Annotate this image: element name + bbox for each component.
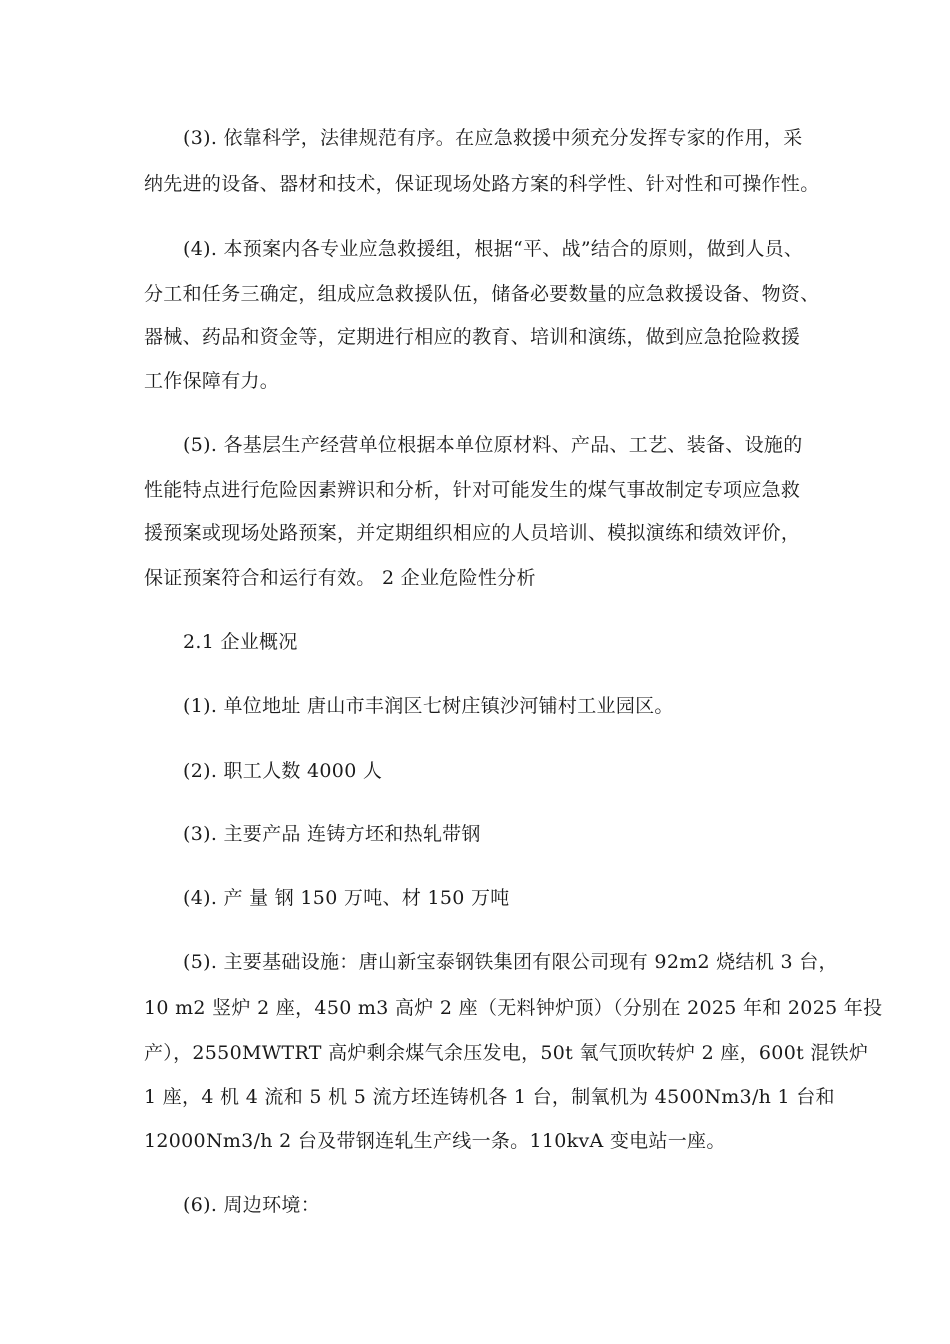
paragraph-5-line-2: 性能特点进行危险因素辨识和分析，针对可能发生的煤气事故制定专项应急救 [144, 479, 801, 501]
item-3-products: (3). 主要产品 连铸方坯和热轧带钢 [183, 823, 481, 845]
paragraph-4-line-1: (4). 本预案内各专业应急救援组，根据“平、战”结合的原则，做到人员、 [183, 238, 804, 260]
item-5-line-4: 1 座，4 机 4 流和 5 机 5 流方坯连铸机各 1 台，制氧机为 4500Nm3/h 1 台和 [144, 1086, 835, 1108]
item-6-surroundings: (6). 周边环境： [183, 1194, 320, 1216]
paragraph-4-line-4: 工作保障有力。 [144, 370, 280, 392]
section-heading-2-1: 2.1 企业概况 [183, 631, 298, 653]
item-5-line-1: (5). 主要基础设施：唐山新宝泰钢铁集团有限公司现有 92m2 烧结机 3 台， [183, 951, 838, 973]
paragraph-5-line-4: 保证预案符合和运行有效。 2 企业危险性分析 [144, 567, 536, 589]
paragraph-5-line-1: (5). 各基层生产经营单位根据本单位原材料、产品、工艺、装备、设施的 [183, 434, 803, 456]
item-2-employees: (2). 职工人数 4000 人 [183, 760, 383, 782]
item-1-address: (1). 单位地址 唐山市丰润区七树庄镇沙河铺村工业园区。 [183, 695, 674, 717]
paragraph-3-line-1: (3). 依靠科学，法律规范有序。在应急救援中须充分发挥专家的作用，采 [183, 127, 803, 149]
item-5-line-5: 12000Nm3/h 2 台及带钢连轧生产线一条。110kvA 变电站一座。 [144, 1130, 726, 1152]
paragraph-4-line-2: 分工和任务三确定，组成应急救援队伍，储备必要数量的应急救援设备、物资、 [144, 283, 820, 305]
paragraph-4-line-3: 器械、药品和资金等，定期进行相应的教育、培训和演练，做到应急抢险救援 [144, 326, 801, 348]
item-5-line-3: 产），2550MWTRT 高炉剩余煤气余压发电，50t 氧气顶吹转炉 2 座，600t 混铁炉 [144, 1042, 869, 1064]
item-5-line-2: 10 m2 竖炉 2 座，450 m3 高炉 2 座（无料钟炉顶）（分别在 2025 年和 2025 年投 [144, 997, 883, 1019]
item-4-output: (4). 产 量 钢 150 万吨、材 150 万吨 [183, 887, 510, 909]
paragraph-3-line-2: 纳先进的设备、器材和技术，保证现场处路方案的科学性、针对性和可操作性。 [144, 173, 820, 195]
paragraph-5-line-3: 援预案或现场处路预案，并定期组织相应的人员培训、模拟演练和绩效评价， [144, 522, 801, 544]
